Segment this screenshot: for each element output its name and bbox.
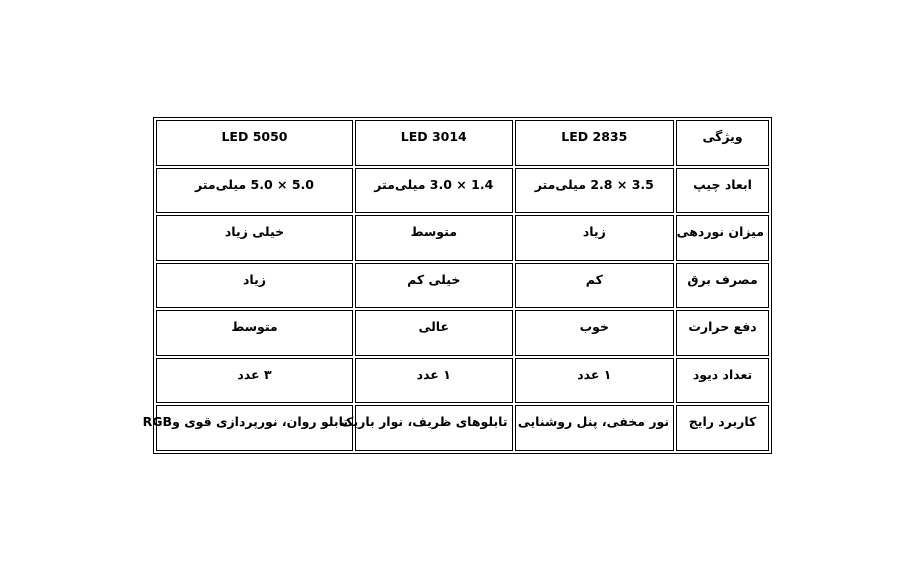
table-row xyxy=(156,168,769,214)
table-cell: ۱ عدد xyxy=(355,358,513,404)
led-comparison-table xyxy=(142,117,772,454)
table-cell: خوب xyxy=(515,310,675,356)
table-cell: زیاد xyxy=(156,263,353,309)
table-cell: خیلی کم xyxy=(355,263,513,309)
table-row xyxy=(156,405,769,451)
table-cell: ۱ عدد xyxy=(515,358,675,404)
table-cell: خیلی زیاد xyxy=(156,215,353,261)
header-cell-led-3014: LED 3014 xyxy=(355,120,513,166)
table-cell: ۳ عدد xyxy=(156,358,353,404)
row-label-power-consumption: مصرف برق xyxy=(676,263,769,309)
table-row xyxy=(156,310,769,356)
table-cell: عالی xyxy=(355,310,513,356)
table-row xyxy=(156,263,769,309)
table-cell: 3.5 × 2.8 میلی‌متر xyxy=(515,168,675,214)
row-label-chip-dimensions: ابعاد چیپ xyxy=(676,168,769,214)
table-cell: متوسط xyxy=(156,310,353,356)
table-cell: تابلو روان، نورپردازی قوی وRGB xyxy=(156,405,353,451)
row-label-brightness: میزان نوردهی xyxy=(676,215,769,261)
row-label-diode-count: تعداد دیود xyxy=(676,358,769,404)
header-cell-led-2835: LED 2835 xyxy=(515,120,675,166)
table-row xyxy=(156,358,769,404)
table-cell: زیاد xyxy=(515,215,675,261)
table-cell: تابلوهای ظریف، نوار باریک xyxy=(355,405,513,451)
table-cell: کم xyxy=(515,263,675,309)
row-label-common-usage: کاربرد رایج xyxy=(676,405,769,451)
header-cell-led-5050: LED 5050 xyxy=(156,120,353,166)
table-cell: 5.0 × 5.0 میلی‌متر xyxy=(156,168,353,214)
table-header-row xyxy=(156,120,769,166)
row-label-heat-dissipation: دفع حرارت xyxy=(676,310,769,356)
table-cell: 1.4 × 3.0 میلی‌متر xyxy=(355,168,513,214)
table-row xyxy=(156,215,769,261)
table-cell: متوسط xyxy=(355,215,513,261)
header-cell-feature: ویژگی xyxy=(676,120,769,166)
table-cell: نور مخفی، پنل روشنایی xyxy=(515,405,675,451)
